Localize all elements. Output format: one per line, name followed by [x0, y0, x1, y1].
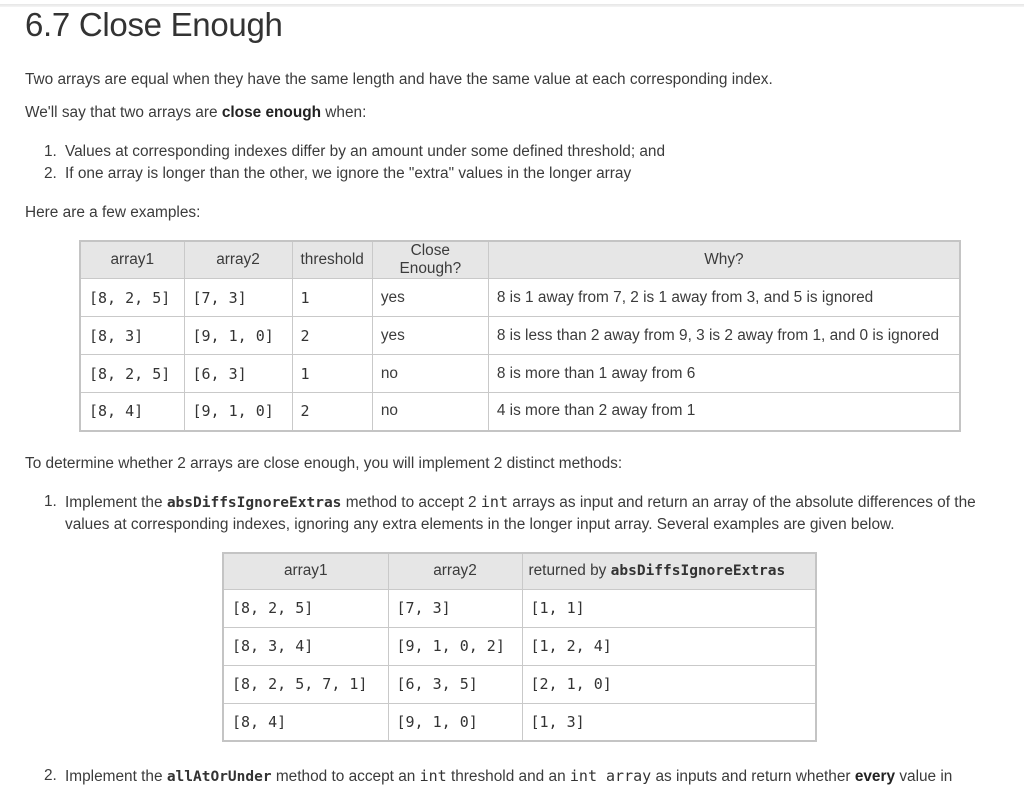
column-header: Close Enough? — [372, 241, 488, 279]
cell-why: 4 is more than 2 away from 1 — [488, 393, 960, 431]
step-text: as inputs and return whether — [651, 768, 855, 785]
intro-paragraph-1: Two arrays are equal when they have the same length and have the same value at each corresponding index. — [25, 71, 773, 88]
cell-why: 8 is less than 2 away from 9, 3 is 2 away from 1, and 0 is ignored — [488, 317, 960, 355]
cell-result: [1, 1] — [522, 589, 816, 627]
cell-result: [2, 1, 0] — [522, 665, 816, 703]
method-name-code: allAtOrUnder — [166, 769, 272, 785]
column-header: array2 — [388, 553, 522, 589]
intro-text-end: when: — [321, 104, 367, 121]
column-header: Why? — [488, 241, 960, 279]
diffs-table — [222, 552, 817, 742]
step-text: arrays as input and return an array of the absolute differences of the values at corresponding indexes, ignoring any extra elements in the longer input array. Several examples are given below. — [65, 494, 976, 533]
cell-array1: [8, 4] — [223, 703, 388, 741]
cell-threshold: 1 — [292, 279, 372, 317]
step-text: Implement the — [65, 494, 167, 511]
cell-why: 8 is 1 away from 7, 2 is 1 away from 3, and 5 is ignored — [488, 279, 960, 317]
cell-array2: [9, 1, 0] — [184, 317, 292, 355]
table-row — [80, 317, 960, 355]
step-text: method to accept an — [271, 768, 420, 785]
cell-array1: [8, 2, 5] — [223, 589, 388, 627]
steps-list — [25, 491, 1010, 536]
cell-close-enough: no — [372, 355, 488, 393]
task-intro: To determine whether 2 arrays are close enough, you will implement 2 distinct methods: — [25, 455, 623, 472]
cell-array2: [6, 3, 5] — [388, 665, 522, 703]
step-text: threshold and an — [446, 768, 570, 785]
cell-array1: [8, 3, 4] — [223, 627, 388, 665]
table-row — [80, 355, 960, 393]
cell-result: [1, 2, 4] — [522, 627, 816, 665]
cell-array1: [8, 2, 5] — [80, 279, 184, 317]
column-header: array1 — [223, 553, 388, 589]
rule-text: Values at corresponding indexes differ by an amount under some defined threshold; and — [65, 143, 666, 160]
examples-intro: Here are a few examples: — [25, 204, 201, 221]
step-text: Implement the — [65, 768, 167, 785]
cell-threshold: 2 — [292, 393, 372, 431]
cell-array2: [7, 3] — [388, 589, 522, 627]
table-header-row — [223, 553, 816, 589]
column-header: array1 — [80, 241, 184, 279]
cell-result: [1, 3] — [522, 703, 816, 741]
cell-close-enough: yes — [372, 279, 488, 317]
cell-array2: [6, 3] — [184, 355, 292, 393]
table-row — [223, 703, 816, 741]
cell-array2: [9, 1, 0] — [388, 703, 522, 741]
cell-array2: [7, 3] — [184, 279, 292, 317]
step-item — [25, 491, 1010, 536]
examples-table — [79, 240, 961, 432]
type-code: int — [419, 767, 447, 785]
rule-item — [25, 163, 925, 185]
page-title: 6.7 Close Enough — [25, 6, 283, 43]
cell-close-enough: yes — [372, 317, 488, 355]
cell-array1: [8, 2, 5, 7, 1] — [223, 665, 388, 703]
table-header-row — [80, 241, 960, 279]
type-code: int — [480, 493, 508, 511]
rule-text: If one array is longer than the other, we ignore the "extra" values in the longer array — [65, 165, 632, 182]
emphasis-text: every — [854, 768, 896, 785]
rules-list — [25, 141, 925, 185]
cell-array1: [8, 4] — [80, 393, 184, 431]
table-row — [223, 589, 816, 627]
intro-paragraph-2 — [25, 103, 366, 123]
table-row — [80, 393, 960, 431]
cell-array1: [8, 3] — [80, 317, 184, 355]
method-name-code: absDiffsIgnoreExtras — [166, 495, 342, 511]
list-number: 2. — [44, 165, 57, 182]
list-number: 2. — [44, 767, 57, 784]
column-header — [522, 553, 816, 589]
table-row — [80, 279, 960, 317]
cell-threshold: 2 — [292, 317, 372, 355]
list-number: 1. — [44, 493, 57, 510]
type-code: int array — [569, 767, 652, 785]
column-header: array2 — [184, 241, 292, 279]
cell-array2: [9, 1, 0, 2] — [388, 627, 522, 665]
cell-why: 8 is more than 1 away from 6 — [488, 355, 960, 393]
cell-close-enough: no — [372, 393, 488, 431]
cell-threshold: 1 — [292, 355, 372, 393]
column-header: threshold — [292, 241, 372, 279]
step-text: method to accept 2 — [341, 494, 481, 511]
cell-array1: [8, 2, 5] — [80, 355, 184, 393]
close-enough-term: close enough — [221, 104, 322, 121]
intro-text: We'll say that two arrays are — [25, 104, 222, 121]
header-text: returned by — [528, 562, 611, 580]
list-number: 1. — [44, 143, 57, 160]
table-row — [223, 627, 816, 665]
step-text: value in — [895, 768, 953, 785]
method-name-code: absDiffsIgnoreExtras — [610, 563, 786, 580]
cell-array2: [9, 1, 0] — [184, 393, 292, 431]
table-row — [223, 665, 816, 703]
rule-item — [25, 141, 925, 163]
